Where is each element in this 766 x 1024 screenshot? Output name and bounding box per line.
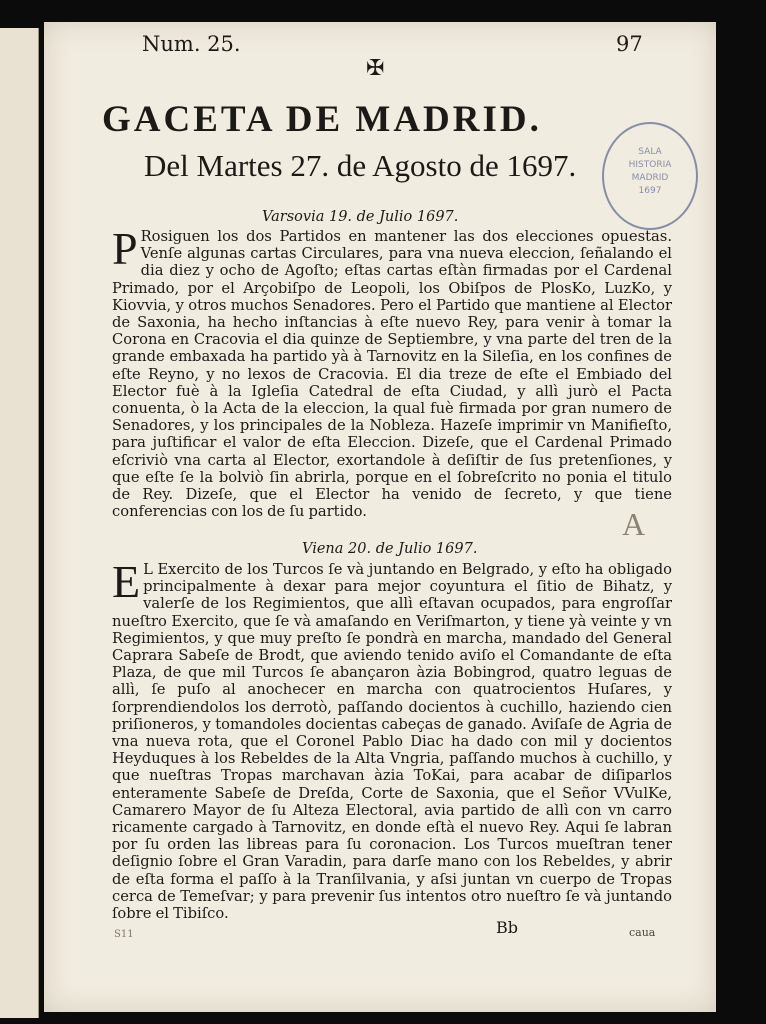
article-body-varsovia: [112, 223, 672, 521]
adjacent-page-edge: [0, 28, 39, 1018]
signature-mark: A: [622, 506, 646, 542]
issue-date: Del Martes 27. de Agosto de 1697.: [144, 148, 577, 183]
page-number: 97: [616, 32, 643, 56]
drop-cap: P: [112, 223, 138, 274]
catchword: caua: [629, 926, 656, 939]
stamp-line: MADRID: [631, 173, 669, 183]
cross-ornament-icon: ✠: [366, 56, 385, 81]
stamp-line: SALA: [638, 147, 662, 157]
signature: Bb: [496, 918, 518, 937]
article-text: L Exercito de los Turcos ſe và juntando en Belgrado, y eſto ha obligado principalmente à dexar para mejor coyuntura el ſitio de Bihatz, y valerſe de los Regimientos, que allì eſtavan ocupados, para engroſſar nueſtro Exercito, que ſe và amaſando en Veriſmarton, y tiene yà veinte y vn Regimientos, y que muy preſto ſe pondrà en marcha, mandado del General Caprara Sabeſe de Brodt, que aviendo tenido aviſo el Comandante de eſta Plaza, de que mil Turcos ſe abançaron àzia Bobingrod, quatro leguas de allì, ſe puſo al anochecer en marcha con quatrocientos Huſares, y ſorprendiendolos los derrotò, paſſando docientos à cuchillo, haziendo cien priſioneros, y tomandoles docientas cabeças de ganado. Aviſaſe de Agria de vna nueva rota, que el Coronel Pablo Diac ha dado con mil y docientos Heyduques à los Rebeldes de la Alta Vngria, paſſando muchos à cuchillo, y que nueſtras Tropas marchavan àzia ToKai, para acabar de diſiparlos enteramente Sabeſe de Dreſda, Corte de Saxonia, que el Señor VVulKe, Camarero Mayor de ſu Alteza Electoral, avia partido de allì con vn carro ricamente cargado à Tarnovitz, en donde eſtà el nuevo Rey. Aqui ſe labran por ſu orden las libreas para ſu coronacion. Los Turcos mueſtran tener deſignio ſobre el Gran Varadin, para darſe mano con los Rebeldes, y abrir de eſta forma el paſſo à la Tranſilvania, y aſsi juntan vn cuerpo de Tropas cerca de Temeſvar; y para prevenir ſus intentos otro nueſtro ſe và juntando ſobre el Tibiſco.: [112, 561, 672, 923]
article-location-viena: Viena 20. de Julio 1697.: [302, 541, 478, 557]
stamp-line: HISTORIA: [628, 160, 672, 170]
library-stamp: [602, 122, 698, 230]
gazette-page: [44, 22, 716, 1012]
article-body-viena: [112, 556, 672, 923]
article-text: Rosiguen los dos Partidos en mantener las dos elecciones opuestas. Venſe algunas cartas Circulares, para vna nueva eleccion, ſeñalando el dia diez y ocho de Agoſto; eſtas cartas eſtàn firmadas por el Cardenal Primado, por el Arçobiſpo de Leopoli, los Obiſpos de PlosKo, LuzKo, y Kiovvia, y otros muchos Senadores. Pero el Partido que mantiene al Elector de Saxonia, ha hecho inſtancias à eſte nuevo Rey, para venir à tomar la Corona en Cracovia el dia quinze de Septiembre, y vna parte del tren de la grande embaxada ha partido yà à Tarnovitz en la Sileſia, en los confines de eſte Reyno, y no lexos de Cracovia. El dia treze de eſte el Embiado del Elector fuè à la Igleſia Catedral de eſta Ciudad, y allì jurò el Pacta conuenta, ò la Acta de la eleccion, la qual fuè firmada por gran numero de Senadores, y los principales de la Nobleza. Hazeſe imprimir vn Manifieſto, para juſtificar el valor de eſta Eleccion. Dizeſe, que el Cardenal Primado eſcriviò vna carta al Elector, exortandole à deſiſtir de ſus pretenſiones, y que eſte ſe la bolviò ſin abrirla, porque en el ſobreſcrito no ponia el titulo de Rey. Dizeſe, que el Elector ha venido de ſecreto, y que tiene conferencias con los de ſu partido.: [112, 228, 672, 521]
drop-cap: E: [112, 556, 141, 607]
article-location-varsovia: Varsovia 19. de Julio 1697.: [262, 209, 459, 225]
footer-mark: S11: [114, 929, 134, 940]
issue-number: Num. 25.: [142, 32, 241, 56]
stamp-line: 1697: [638, 186, 662, 196]
masthead-title: GACETA DE MADRID.: [102, 99, 542, 140]
